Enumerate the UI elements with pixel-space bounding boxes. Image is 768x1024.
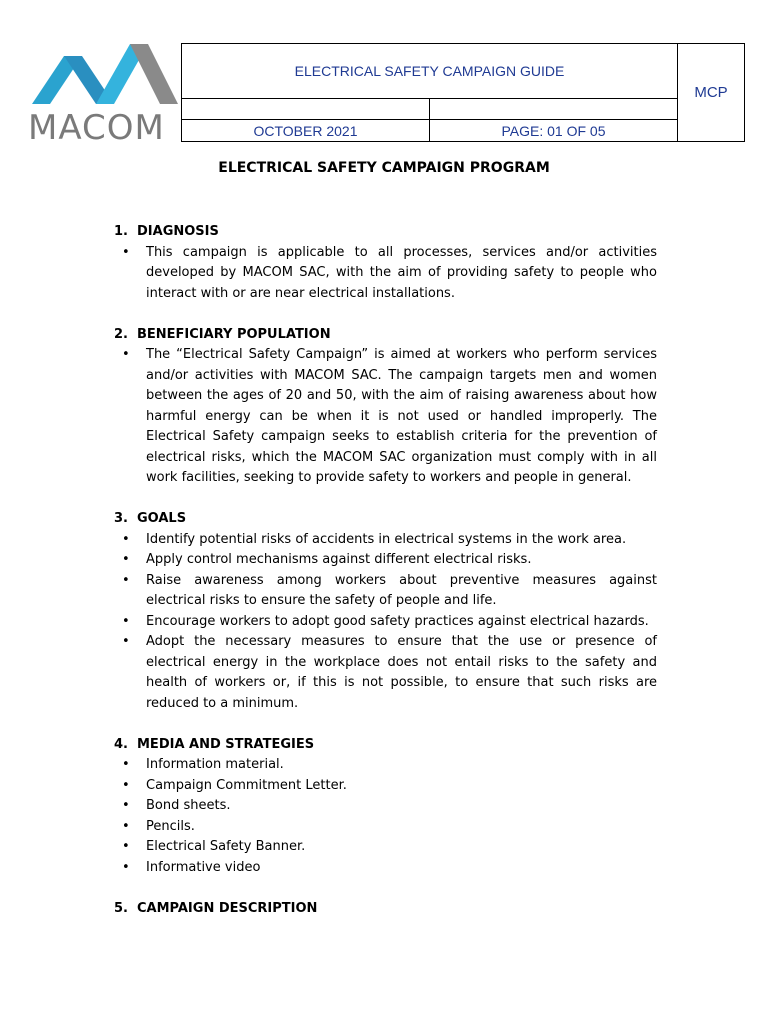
section-heading [114,899,657,920]
document-header-table [181,43,745,142]
document-title: ELECTRICAL SAFETY CAMPAIGN PROGRAM [218,160,550,176]
section [114,222,657,304]
bullet-item: • Information material. [146,755,657,776]
bullet-list [114,345,657,489]
bullet-item: • Identify potential risks of accidents in electrical systems in the work area. [146,530,657,551]
doc-date: OCTOBER 2021 [182,120,430,142]
section-heading [114,325,657,346]
section [114,735,657,879]
section-title: GOALS [137,511,187,526]
bullet-item: • This campaign is applicable to all processes, services and/or activities developed by MACOM SAC, with the aim of providing safety to people who interact with or are near electrical installations. [146,243,657,305]
bullet-item: • Campaign Commitment Letter. [146,776,657,797]
bullet-list [114,755,657,878]
section-title: BENEFICIARY POPULATION [137,326,331,342]
section-heading [114,735,657,756]
section-number: 3. [114,511,128,526]
section-number: 2. [114,326,128,342]
section-number: 1. [114,224,128,239]
brand-name: MACOM [28,108,165,148]
doc-type: ELECTRICAL SAFETY CAMPAIGN GUIDE [182,44,678,99]
document-body [114,222,657,940]
empty-cell [430,99,678,120]
bullet-item: • Bond sheets. [146,796,657,817]
section-number: 5. [114,900,128,916]
bullet-item: • Apply control mechanisms against different electrical risks. [146,550,657,571]
section-title: CAMPAIGN DESCRIPTION [137,900,318,916]
bullet-item: • Raise awareness among workers about preventive measures against electrical risks to ensure the safety of people and life. [146,571,657,612]
bullet-item: • The “Electrical Safety Campaign” is aimed at workers who perform services and/or activities with MACOM SAC. The campaign targets men and women between the ages of 20 and 50, with the aim of raising awareness about how harmful energy can be when it is not used or handled improperly. The Electrical Safety campaign seeks to establish criteria for the prevention of electrical risks, which the MACOM SAC organization must comply with in all work facilities, seeking to provide safety to workers and people in general. [146,345,657,489]
bullet-item: • Encourage workers to adopt good safety practices against electrical hazards. [146,612,657,633]
section [114,899,657,920]
macom-logo-icon [26,42,182,112]
bullet-list [114,243,657,305]
bullet-item: • Informative video [146,858,657,879]
bullet-item: • Electrical Safety Banner. [146,837,657,858]
bullet-list [114,530,657,715]
doc-code: MCP [678,44,745,142]
page-number: PAGE: 01 OF 05 [430,120,678,142]
section-title: DIAGNOSIS [137,224,219,239]
section-heading [114,509,657,530]
empty-cell [182,99,430,120]
section-title: MEDIA AND STRATEGIES [137,736,315,752]
section [114,325,657,489]
company-logo [26,42,182,148]
section-number: 4. [114,736,128,752]
bullet-item: • Pencils. [146,817,657,838]
bullet-item: • Adopt the necessary measures to ensure that the use or presence of electrical energy in the workplace does not entail risks to the safety and health of workers or, if this is not possible, to ensure that such risks are reduced to a minimum. [146,632,657,714]
section-heading [114,222,657,243]
section [114,509,657,714]
